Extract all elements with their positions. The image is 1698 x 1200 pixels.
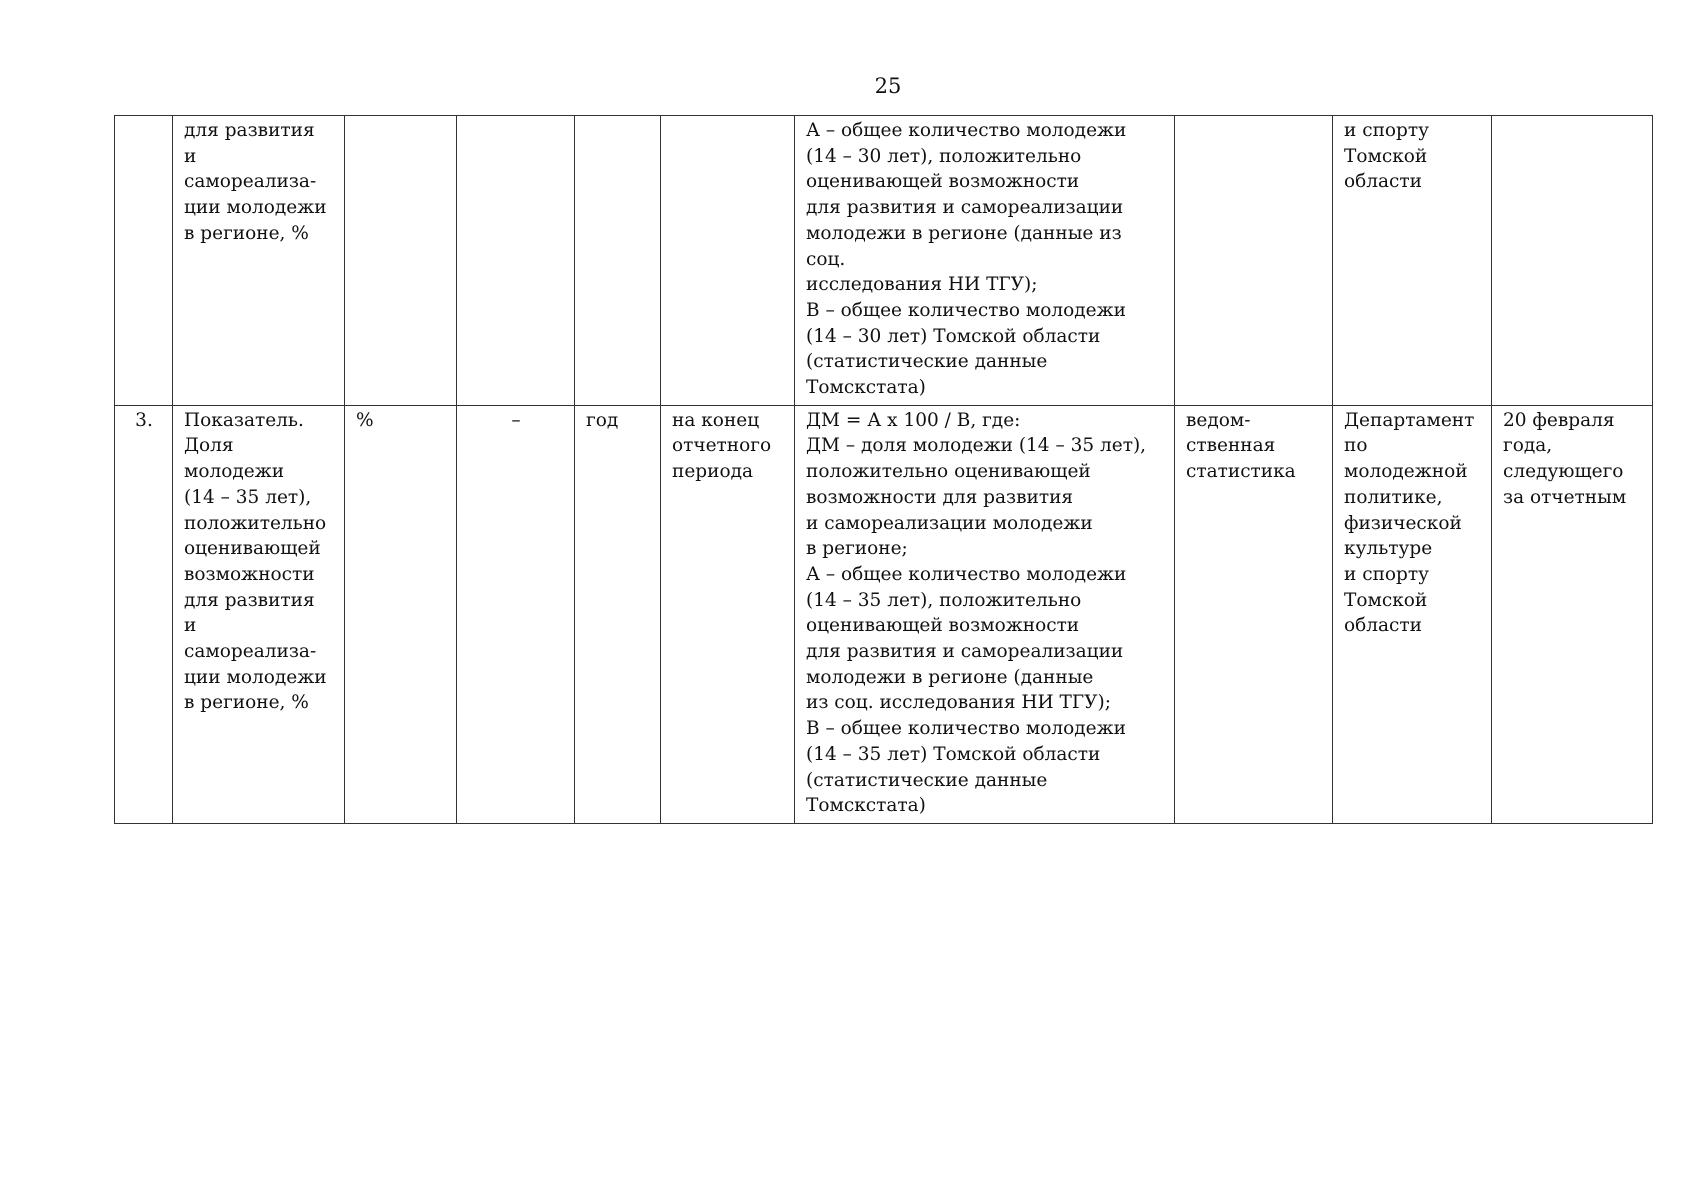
unit-cell <box>345 116 457 406</box>
row-number-cell <box>115 116 173 406</box>
formula-cell: А – общее количество молодежи (14 – 30 лет), положительно оценивающей возможности для развития и самореализации молодежи в регионе (данные из соц. исследования НИ ТГУ); В – общее количество молодежи (14 – 30 лет) Томской области (статистические данные Томскстата) <box>795 116 1175 406</box>
data-source-cell: ведом- ственная статистика <box>1175 405 1333 823</box>
table-row <box>115 405 1653 823</box>
table-row <box>115 116 1653 406</box>
data-source-cell <box>1175 116 1333 406</box>
indicator-table <box>114 115 1653 824</box>
periodicity-cell: год <box>575 405 661 823</box>
row-number-cell: 3. <box>115 405 173 823</box>
unit-cell: % <box>345 405 457 823</box>
time-characteristic-cell: на конец отчетного периода <box>661 405 795 823</box>
deadline-cell <box>1492 116 1653 406</box>
indicator-name-cell: Показатель. Доля молодежи (14 – 35 лет), положительно оценивающей возможности для развития и самореализа- ции молодежи в регионе, % <box>173 405 345 823</box>
time-characteristic-cell <box>661 116 795 406</box>
value-cell: – <box>457 405 575 823</box>
value-cell <box>457 116 575 406</box>
responsible-cell: и спорту Томской области <box>1333 116 1492 406</box>
periodicity-cell <box>575 116 661 406</box>
indicator-name-cell: для развития и самореализа- ции молодежи в регионе, % <box>173 116 345 406</box>
page-number: 25 <box>874 74 902 98</box>
formula-cell: ДМ = А х 100 / В, где: ДМ – доля молодежи (14 – 35 лет), положительно оценивающей возможности для развития и самореализации молодежи в регионе; А – общее количество молодежи (14 – 35 лет), положительно оценивающей возможности для развития и самореализации молодежи в регионе (данные из соц. исследования НИ ТГУ); В – общее количество молодежи (14 – 35 лет) Томской области (статистические данные Томскстата) <box>795 405 1175 823</box>
responsible-cell: Департамент по молодежной политике, физической культуре и спорту Томской области <box>1333 405 1492 823</box>
deadline-cell: 20 февраля года, следующего за отчетным <box>1492 405 1653 823</box>
